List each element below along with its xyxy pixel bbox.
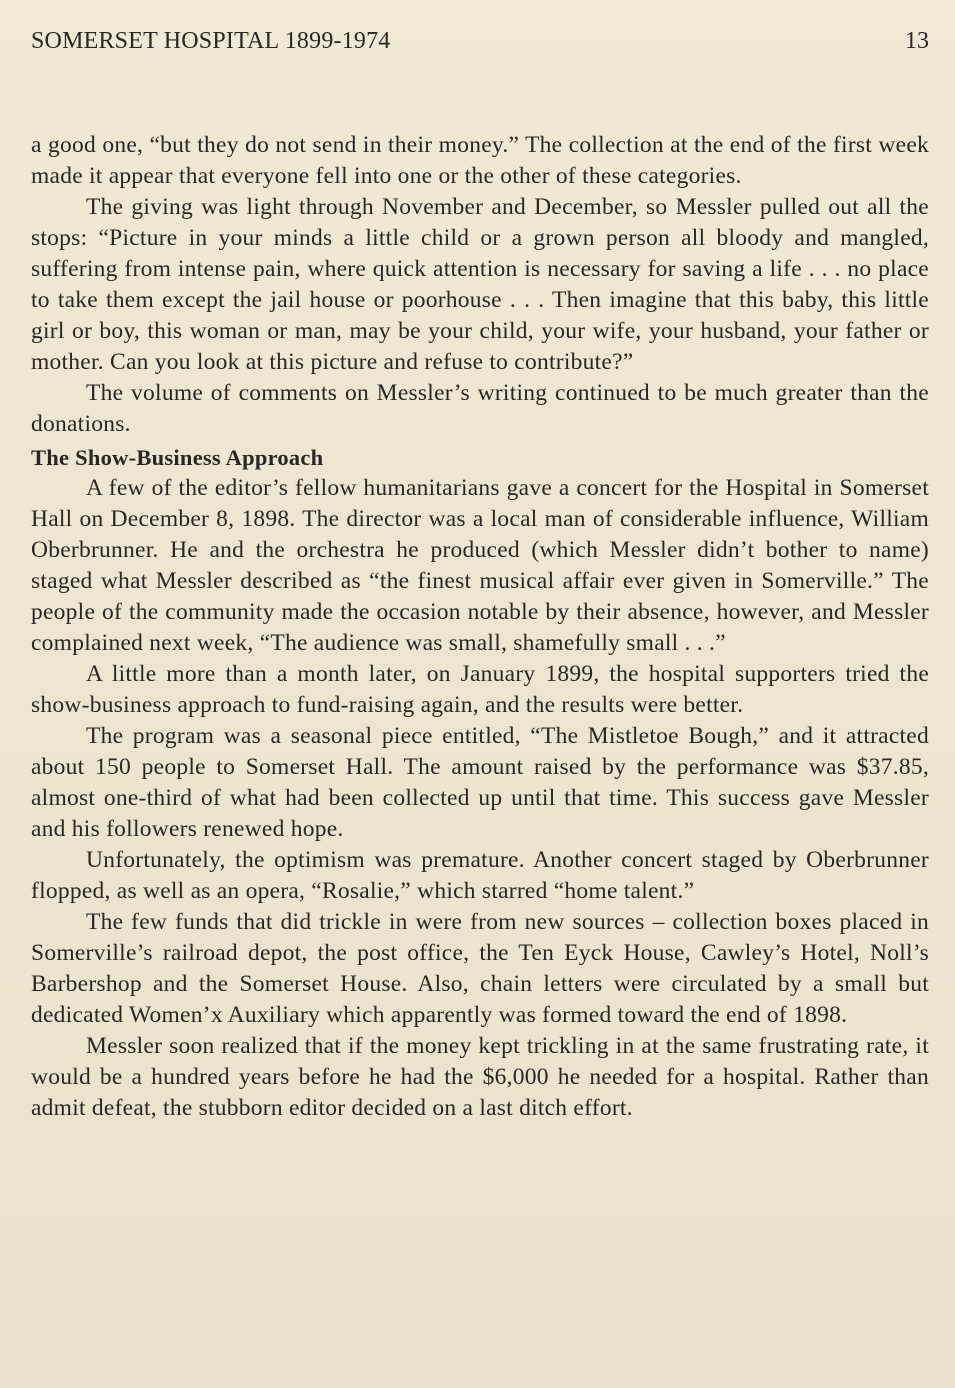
section-heading: The Show-Business Approach bbox=[31, 445, 324, 470]
running-head bbox=[31, 28, 929, 68]
paragraph: Unfortunately, the optimism was premature. Another concert staged by Oberbrunner flopped, as well as an opera, “Rosalie,” which starred “home talent.” bbox=[31, 847, 929, 904]
paragraph: The giving was light through November and December, so Messler pulled out all the stops: “Picture in your minds a little child or a grown person all bloody and mangled, suffering from intense pain, where quick attention is necessary for saving a life . . . no place to take them except the jail house or poorhouse . . . Then imagine that this baby, this little girl or boy, this woman or man, may be your child, your wife, your husband, your father or mother. Can you look at this picture and refuse to contribute?” bbox=[31, 194, 929, 375]
paragraph: A few of the editor’s fellow humanitarians gave a concert for the Hospital in Somerset Hall on December 8, 1898. The director was a local man of considerable influence, William Oberbrunner. He and the orchestra he produced (which Messler didn’t bother to name) staged what Messler described as “the finest musical affair ever given in Somerville.” The people of the community made the occasion notable by their absence, however, and Messler complained next week, “The audience was small, shamefully small . . .” bbox=[31, 475, 929, 656]
paragraph: The volume of comments on Messler’s writing continued to be much greater than the donations. bbox=[31, 380, 929, 437]
running-head-title: SOMERSET HOSPITAL 1899-1974 bbox=[31, 28, 391, 54]
paragraph: A little more than a month later, on January 1899, the hospital supporters tried the show-business approach to fund-raising again, and the results were better. bbox=[31, 661, 929, 718]
paragraph: The few funds that did trickle in were from new sources – collection boxes placed in Somerville’s railroad depot, the post office, the Ten Eyck House, Cawley’s Hotel, Noll’s Barbershop and the Somerset House. Also, chain letters were circulated by a small but dedicated Women’x Auxiliary which apparently was formed toward the end of 1898. bbox=[31, 909, 929, 1028]
paragraph: Messler soon realized that if the money kept trickling in at the same frustrating rate, it would be a hundred years before he had the $6,000 he needed for a hospital. Rather than admit defeat, the stubborn editor decided on a last ditch effort. bbox=[31, 1033, 929, 1121]
body-text bbox=[31, 130, 929, 1124]
paragraph: a good one, “but they do not send in their money.” The collection at the end of the first week made it appear that everyone fell into one or the other of these categories. bbox=[31, 132, 929, 189]
paragraph: The program was a seasonal piece entitled, “The Mistletoe Bough,” and it attracted about 150 people to Somerset Hall. The amount raised by the performance was $37.85, almost one-third of what had been collected up until that time. This success gave Messler and his followers renewed hope. bbox=[31, 723, 929, 842]
page-number: 13 bbox=[905, 28, 929, 54]
